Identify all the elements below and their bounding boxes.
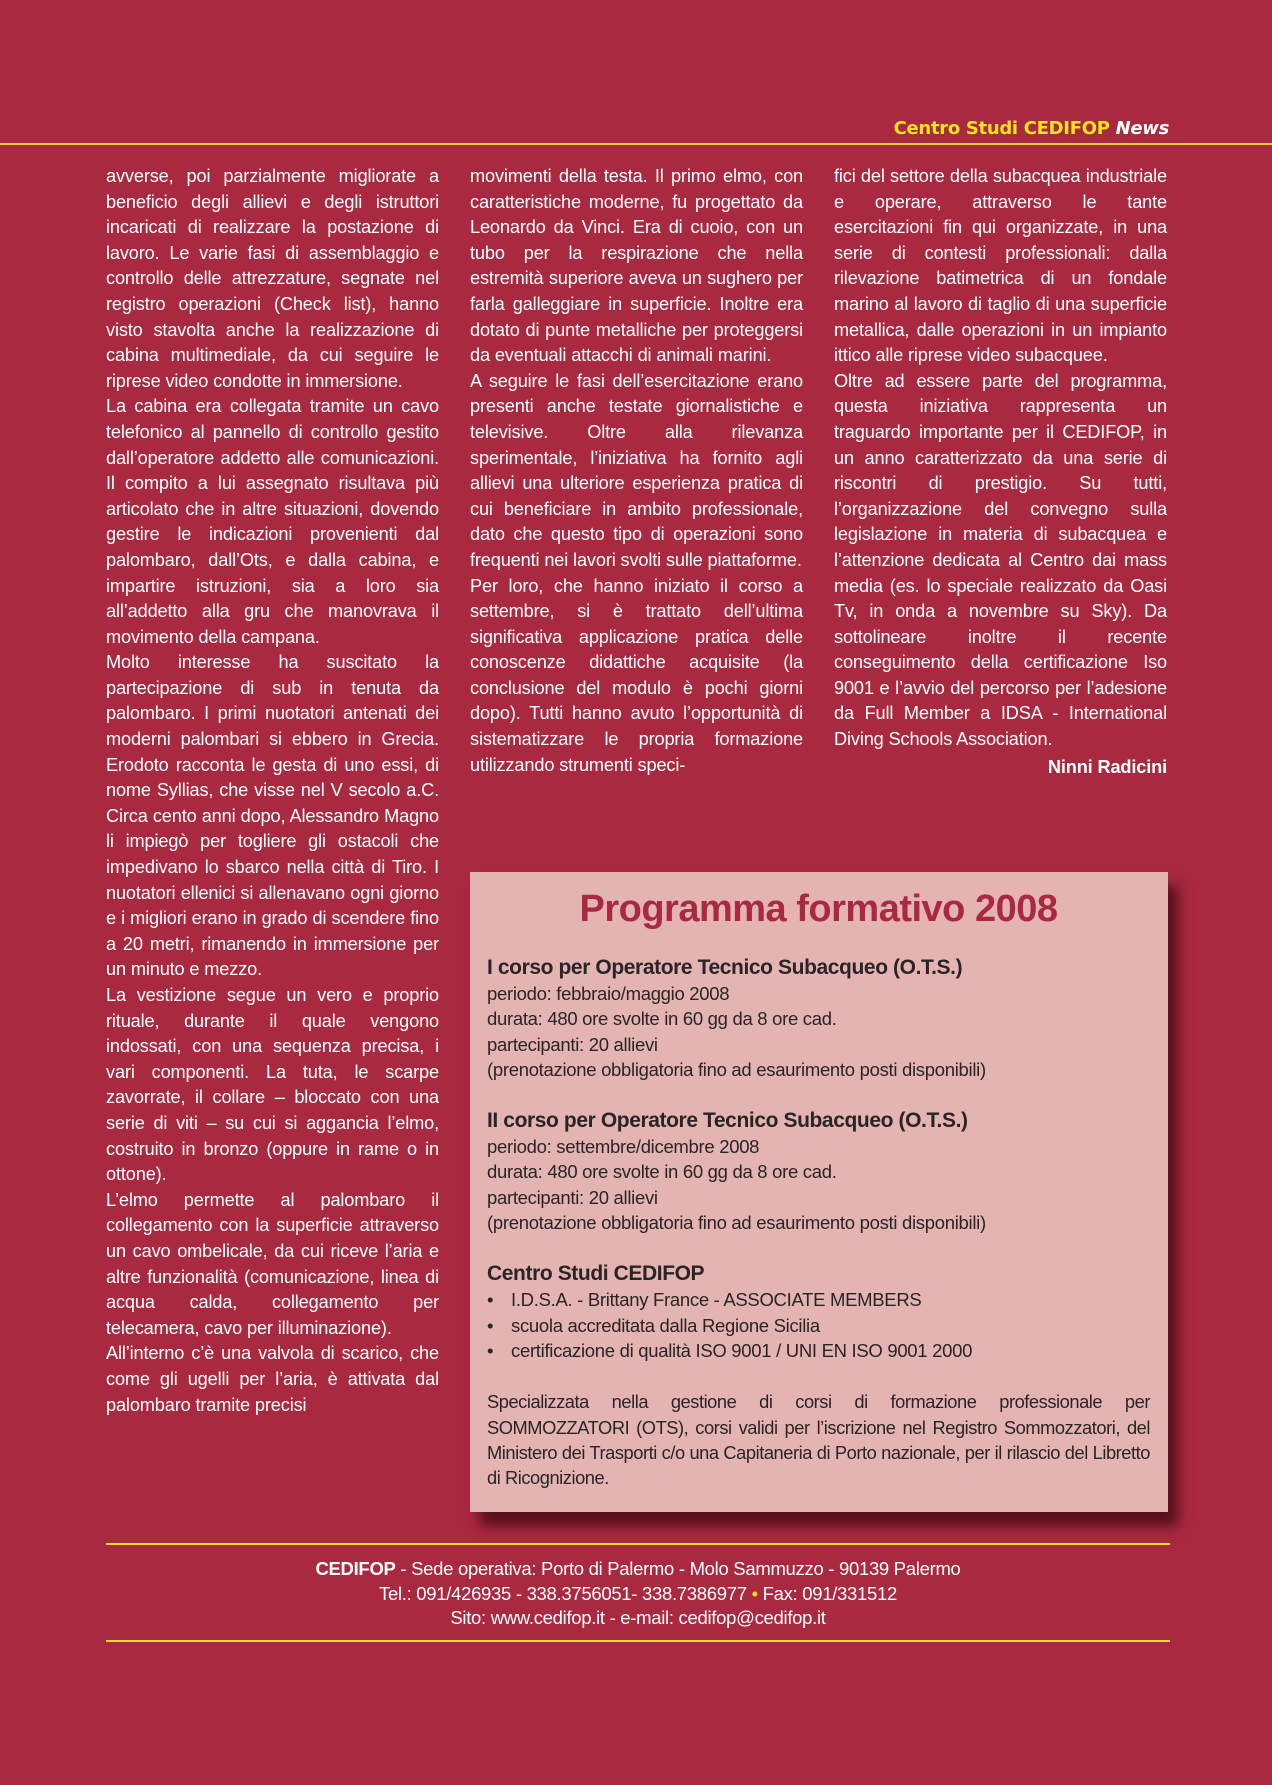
footer-address-line	[106, 1557, 1170, 1582]
course-duration: durata: 480 ore svolte in 60 gg da 8 ore cad.	[487, 1161, 837, 1183]
center-description: Specializzata nella gestione di corsi di formazione professionale per SOMMOZZATORI (OTS), corsi validi per l’iscrizione nel Registro Sommozzatori, del Ministero dei Trasporti c/o una Capitaneria di Porto nazionale, per il rilascio del Libretto di Ricognizione.	[487, 1391, 1150, 1489]
paragraph: La vestizione segue un vero e proprio rituale, durante il quale vengono indossati, con una sequenza precisa, i vari componenti. La tuta, le scarpe zavorrate, il collare – bloccato con una serie di viti – su cui si aggancia l’elmo, costruito in bronzo (oppure in rame o in ottone).	[106, 985, 439, 1185]
course-period: periodo: febbraio/maggio 2008	[487, 983, 730, 1004]
course-booking-note: (prenotazione obbligatoria fino ad esaurimento posti disponibili)	[487, 1058, 986, 1080]
article-column-2	[470, 164, 803, 778]
paragraph: avverse, poi parzialmente migliorate a beneficio degli allievi e degli istruttori incaricati di realizzare la postazione di lavoro. Le varie fasi di assemblaggio e controllo delle attrezzature, segnate nel registro operazioni (Check list), hanno visto stavolta anche la realizzazione di cabina multimediale, da cui seguire le riprese video condotte in immersione.	[106, 166, 439, 391]
course-booking-note: (prenotazione obbligatoria fino ad esaurimento posti disponibili)	[487, 1212, 986, 1234]
newsletter-header	[894, 118, 1169, 139]
article-column-1	[106, 164, 439, 1418]
course-period: periodo: settembre/dicembre 2008	[487, 1136, 760, 1158]
paragraph: La cabina era collegata tramite un cavo telefonico al pannello di controllo gestito dall’operatore addetto alle comunicazioni. Il compito a lui assegnato risultava più articolato che in altre situazioni, dovendo gestire le indicazioni provenienti dal palombaro, dall’Ots, e dalla cabina, e impartire istruzioni, sia a loro sia all’addetto alla gru che manovrava il movimento della campana.	[106, 396, 439, 647]
footer-web-line[interactable]: Sito: www.cedifop.it - e-mail: cedifop@cedifop.it	[450, 1607, 826, 1628]
article-column-3	[834, 164, 1167, 780]
paragraph: L’elmo permette al palombaro il collegamento con la superficie attraverso un cavo ombelicale, da cui riceve l’aria e altre funzionalità (comunicazione, linea di acqua calda, collegamento per telecamera, cavo per illuminazione).	[106, 1189, 439, 1338]
course-heading: I corso per Operatore Tecnico Subacqueo (O.T.S.)	[487, 956, 963, 979]
paragraph: Molto interesse ha suscitato la partecipazione di sub in tenuta da palombaro. I primi nuotatori antenati dei moderni palombari si ebbero in Grecia. Erodoto racconta le gesta di uno essi, di nome Syllias, che visse nel V secolo a.C. Circa cento anni dopo, Alessandro Magno li impiegò per togliere gli ostacoli che impedivano lo sbarco nella città di Tiro. I nuotatori ellenici si allenavano ogni giorno e i migliori erano in grado di scendere fino a 20 metri, rimanendo in immersione per un minuto e mezzo.	[106, 652, 439, 980]
course-section	[487, 1108, 1150, 1235]
footer-divider-top	[106, 1543, 1170, 1545]
bullet-item: • certificazione di qualità ISO 9001 / UNI EN ISO 9001 2000	[487, 1338, 1150, 1363]
author-signature: Ninni Radicini	[1047, 756, 1167, 777]
footer-divider-bottom	[106, 1640, 1170, 1642]
program-box	[470, 872, 1168, 1512]
footer-org: CEDIFOP	[315, 1558, 396, 1579]
paragraph: fici del settore della subacquea industriale e operare, attraverso le tante esercitazioni fin qui organizzate, in una serie di contesti professionali: dalla rilevazione batimetrica di un fondale marino al lavoro di taglio di una superficie metallica, dalle operazioni in un impianto ittico alle riprese video subacquee.	[834, 166, 1167, 366]
footer-phone-line	[106, 1582, 1170, 1607]
course-participants: partecipanti: 20 allievi	[487, 1186, 658, 1208]
course-participants: partecipanti: 20 allievi	[487, 1033, 658, 1055]
bullet-item: • I.D.S.A. - Brittany France - ASSOCIATE MEMBERS	[487, 1287, 1150, 1312]
bullet-item: • scuola accreditata dalla Regione Sicilia	[487, 1313, 1150, 1338]
course-section	[487, 955, 1150, 1082]
center-heading: Centro Studi CEDIFOP	[487, 1262, 705, 1286]
paragraph: A seguire le fasi dell’esercitazione erano presenti anche testate giornalistiche e televisive. Oltre alla rilevanza sperimentale, l’iniziativa ha fornito agli allievi una ulteriore esperienza pratica di cui beneficiare in ambito professionale, dato che questo tipo di operazioni sono frequenti nei lavori svolti sulle piattaforme.	[470, 370, 803, 570]
center-section	[487, 1261, 1150, 1363]
paragraph: Per loro, che hanno iniziato il corso a settembre, si è trattato dell’ultima significativa applicazione pratica delle conoscenze didattiche acquisite (la conclusione del modulo è pochi giorni dopo). Tutti hanno avuto l’opportunità di sistematizzare le propria formazione utilizzando strumenti speci-	[470, 575, 803, 775]
footer-phones: Tel.: 091/426935 - 338.3756051- 338.7386977	[379, 1582, 747, 1604]
course-duration: durata: 480 ore svolte in 60 gg da 8 ore cad.	[487, 1008, 837, 1030]
paragraph: movimenti della testa. Il primo elmo, con caratteristiche moderne, fu progettato da Leonardo da Vinci. Era di cuoio, con un tubo per la respirazione che nella estremità superiore aveva un sughero per farla galleggiare in superficie. Inoltre era dotato di punte metalliche per proteggersi da eventuali attacchi di animali marini.	[470, 166, 803, 366]
paragraph: All’interno c’è una valvola di scarico, che come gli ugelli per l’aria, è attivata dal palombaro tramite precisi	[106, 1343, 439, 1415]
header-divider	[0, 143, 1272, 145]
paragraph: Oltre ad essere parte del programma, questa iniziativa rappresenta un traguardo importante per il CEDIFOP, in un anno caratterizzato da una serie di riscontri di prestigio. Su tutti, l’organizzazione del convegno sulla legislazione in materia di subacquea e l’attenzione dedicata al Centro dai mass media (es. lo speciale realizzato da Oasi Tv, in onda a novembre su Sky). Da sottolineare inoltre il recente conseguimento della certificazione Iso 9001 e l’avvio del percorso per l’adesione da Full Member a IDSA - International Diving Schools Association.	[834, 370, 1167, 750]
footer-fax: Fax: 091/331512	[762, 1582, 897, 1604]
footer-contact	[106, 1557, 1170, 1631]
center-bullet-list	[487, 1287, 1150, 1363]
footer-address: - Sede operativa: Porto di Palermo - Molo Sammuzzo - 90139 Palermo	[395, 1558, 961, 1579]
header-title-suffix: News	[1115, 118, 1169, 139]
header-title-main: Centro Studi CEDIFOP	[893, 118, 1110, 139]
program-title: Programma formativo 2008	[579, 888, 1058, 930]
course-heading: II corso per Operatore Tecnico Subacqueo (O.T.S.)	[487, 1109, 968, 1133]
bullet-separator-icon: •	[751, 1582, 758, 1604]
